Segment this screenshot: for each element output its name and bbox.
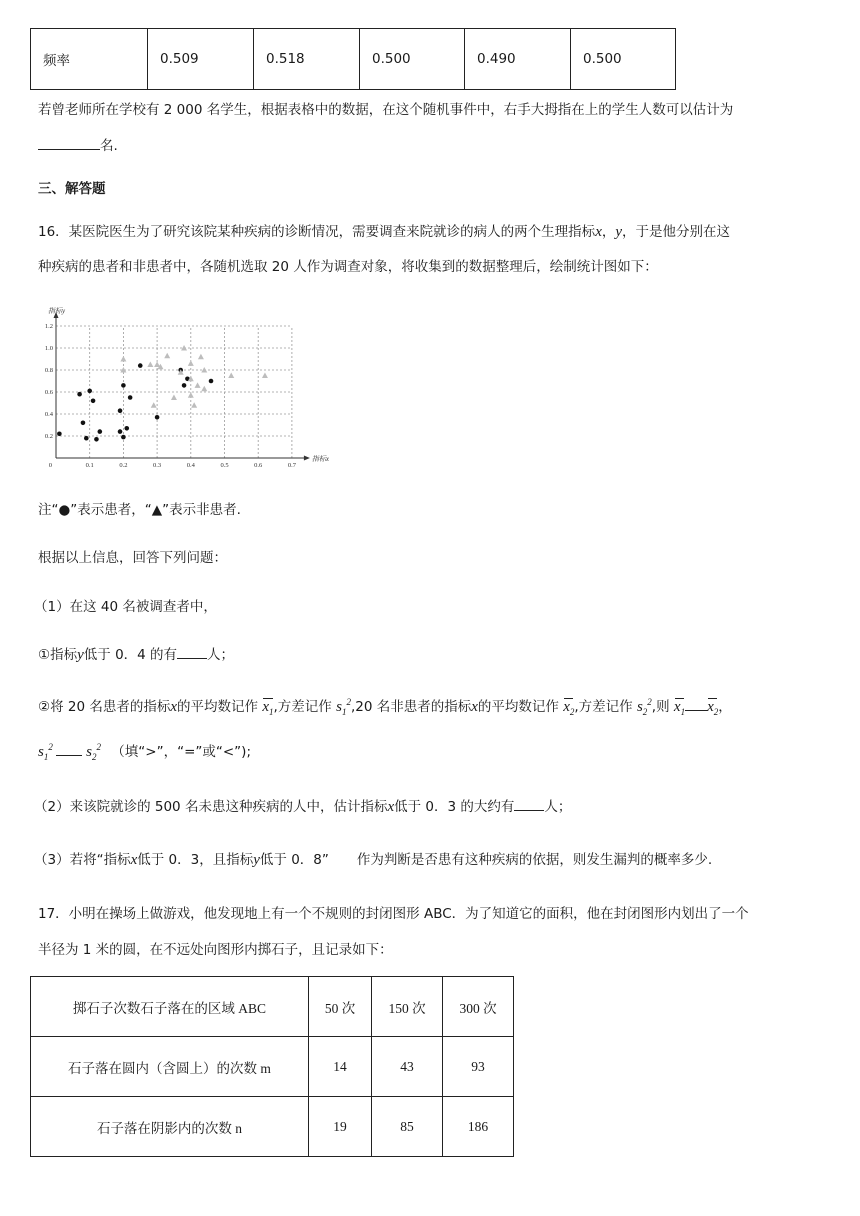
non-patient-point	[228, 373, 234, 379]
q17-line-1: 17．小明在操场上做游戏，他发现地上有一个不规则的封闭图形 ABC．为了知道它的面积，他在封闭图形内划出了一个	[38, 906, 749, 922]
stone-throw-table	[30, 976, 514, 1157]
patient-point	[77, 392, 82, 397]
patient-point	[57, 432, 62, 437]
frequency-table	[30, 28, 676, 90]
chart-points	[57, 345, 268, 442]
table-cell: 19	[309, 1097, 372, 1157]
q16-prompt: 根据以上信息，回答下列问题：	[38, 550, 227, 566]
q17-line-2: 半径为 1 米的圆，在不远处向图形内掷石子，且记录如下：	[38, 942, 393, 958]
text: ①指标	[38, 647, 78, 663]
chart-axes	[54, 312, 310, 461]
patient-point	[84, 436, 89, 441]
patient-point	[155, 415, 160, 420]
y-tick-label: 0.8	[44, 367, 53, 374]
variance-s2-symbol: $s_2^2$	[636, 697, 652, 717]
non-patient-point	[195, 382, 201, 388]
table-row	[31, 29, 676, 90]
variance-s1-symbol: $s_1^2$	[38, 742, 53, 762]
text: 低于 0．3，且指标	[137, 852, 254, 868]
patient-point	[209, 379, 214, 384]
table-row	[31, 977, 514, 1037]
x-tick-label: 0.4	[186, 462, 195, 469]
text: ,方差记作	[273, 699, 332, 715]
table-header-cell: 掷石子次数石子落在的区域 ABC	[31, 977, 309, 1037]
non-patient-point	[188, 360, 194, 366]
non-patient-point	[164, 353, 170, 359]
q15-text-line-2	[38, 134, 118, 154]
text: ②将 20 名患者的指标	[38, 699, 171, 715]
non-patient-point	[147, 362, 153, 368]
patient-point	[81, 421, 86, 426]
q16-part-2	[34, 795, 571, 816]
patient-point	[121, 435, 126, 440]
table-cell: 85	[372, 1097, 443, 1157]
q15-text-line-1: 若曾老师所在学校有 2 000 名学生，根据表格中的数据，在这个随机事件中，右手大拇指在上的学生人数可以估计为	[38, 102, 734, 118]
q16-part-1c	[38, 740, 251, 762]
mean-x2-symbol: $x_2$	[563, 699, 575, 717]
table-cell: 186	[443, 1097, 514, 1157]
mean-x2-symbol: $x_2$	[707, 699, 719, 717]
non-patient-point	[120, 356, 126, 362]
q16-part-1a	[38, 643, 234, 664]
origin-label: 0	[48, 462, 52, 469]
q15-text-end: 名.	[100, 138, 118, 154]
text: 低于 0．4 的有	[83, 647, 178, 663]
var-x: x	[387, 799, 395, 815]
freq-value-cell: 0.500	[571, 29, 676, 90]
y-tick-label: 0.4	[44, 411, 53, 418]
table-cell: 石子落在圆内（含圆上）的次数 m	[31, 1037, 309, 1097]
patient-point	[121, 383, 126, 388]
x-axis-label: 指标x	[311, 455, 330, 463]
patient-point	[98, 429, 103, 434]
non-patient-point	[151, 402, 157, 408]
patient-point	[182, 383, 187, 388]
patient-point	[118, 408, 123, 413]
text: 作为判断是否患有这种疾病的依据，则发生漏判的概率多少.	[356, 852, 713, 868]
text: 低于 0．3 的大约有	[394, 799, 515, 815]
freq-label-cell: 频率	[31, 29, 148, 90]
answer-blank	[56, 743, 82, 756]
table-cell: 93	[443, 1037, 514, 1097]
table-row	[31, 1037, 514, 1097]
text: （2）来该院就诊的 500 名未患这种疾病的人中，估计指标	[34, 799, 388, 815]
section-title: 三、解答题	[38, 181, 106, 197]
y-tick-label: 1.2	[44, 323, 53, 330]
patient-point	[118, 429, 123, 434]
answer-blank	[685, 698, 707, 711]
text: ，	[718, 699, 732, 715]
text: 的平均数记作	[177, 699, 259, 715]
freq-value-cell: 0.518	[254, 29, 360, 90]
table-cell: 14	[309, 1037, 372, 1097]
patient-point	[124, 426, 129, 431]
freq-value-cell: 0.490	[465, 29, 571, 90]
text: ,方差记作	[574, 699, 633, 715]
var-y: y	[615, 224, 623, 240]
text: 人；	[544, 799, 572, 815]
y-axis-label: 指标y	[48, 307, 66, 315]
table-cell: 43	[372, 1037, 443, 1097]
q16-part-3	[34, 848, 712, 869]
x-tick-label: 0.2	[119, 462, 128, 469]
var-y: y	[253, 852, 260, 868]
text: 低于 0．8”	[259, 852, 329, 868]
scatter-chart	[34, 298, 344, 470]
q16-line-2: 种疾病的患者和非患者中，各随机选取 20 人作为调查对象，将收集到的数据整理后，绘制统计图如下：	[38, 259, 658, 275]
non-patient-point	[262, 373, 268, 379]
table-cell: 石子落在阴影内的次数 n	[31, 1097, 309, 1157]
q16-part-1: （1）在这 40 名被调查者中，	[34, 599, 217, 615]
q16-line-1-text: 16．某医院医生为了研究该院某种疾病的诊断情况，需要调查来院就诊的病人的两个生理指标	[38, 224, 596, 240]
var-x: x	[170, 699, 178, 715]
text: 的平均数记作	[477, 699, 559, 715]
y-tick-label: 0.2	[44, 433, 53, 440]
var-y: y	[77, 647, 84, 663]
mean-x1-symbol: $x_1$	[262, 699, 274, 717]
y-tick-label: 1.0	[44, 345, 53, 352]
x-tick-label: 0.1	[85, 462, 94, 469]
patient-point	[138, 363, 143, 368]
non-patient-point	[191, 402, 197, 408]
x-axis-arrow	[304, 456, 310, 461]
non-patient-point	[198, 354, 204, 360]
text: ,则	[651, 699, 670, 715]
table-header-cell: 300 次	[443, 977, 514, 1037]
mean-x1-symbol: $x_1$	[673, 699, 686, 717]
non-patient-point	[188, 392, 194, 398]
table-header-cell: 50 次	[309, 977, 372, 1037]
x-tick-label: 0.3	[153, 462, 162, 469]
patient-point	[94, 437, 99, 442]
non-patient-point	[201, 386, 207, 392]
text: （填“>”，“=”或“<”);	[111, 744, 251, 760]
q16-part-1b	[38, 695, 732, 717]
table-header-cell: 150 次	[372, 977, 443, 1037]
freq-value-cell: 0.500	[360, 29, 465, 90]
q16-line-1: 16．某医院医生为了研究该院某种疾病的诊断情况，需要调查来院就诊的病人的两个生理指标x，y，于是他分别在这	[38, 224, 731, 240]
x-tick-label: 0.5	[220, 462, 229, 469]
patient-point	[128, 395, 133, 400]
answer-blank	[177, 646, 207, 659]
patient-point	[91, 399, 96, 404]
var-x: x	[595, 224, 602, 240]
chart-ticks	[45, 307, 330, 469]
table-row	[31, 1097, 514, 1157]
non-patient-point	[201, 367, 207, 373]
freq-value-cell: 0.509	[148, 29, 254, 90]
q16-note: 注“●”表示患者，“▲”表示非患者.	[38, 502, 241, 518]
text: （3）若将“指标	[34, 852, 131, 868]
variance-s2-symbol: $s_2^2$	[86, 742, 101, 762]
answer-blank	[514, 798, 544, 811]
var-x: x	[471, 699, 478, 715]
variance-s1-symbol: $s_1^2$	[336, 697, 351, 717]
text: ,20 名非患者的指标	[350, 699, 472, 715]
text: 人；	[207, 647, 235, 663]
var-x: x	[130, 852, 138, 868]
q16-line-1-tail: ，于是他分别在这	[622, 224, 731, 240]
non-patient-point	[171, 395, 177, 401]
answer-blank	[38, 137, 100, 150]
patient-point	[87, 389, 92, 394]
x-tick-label: 0.7	[287, 462, 296, 469]
y-tick-label: 0.6	[44, 389, 53, 396]
x-tick-label: 0.6	[254, 462, 263, 469]
